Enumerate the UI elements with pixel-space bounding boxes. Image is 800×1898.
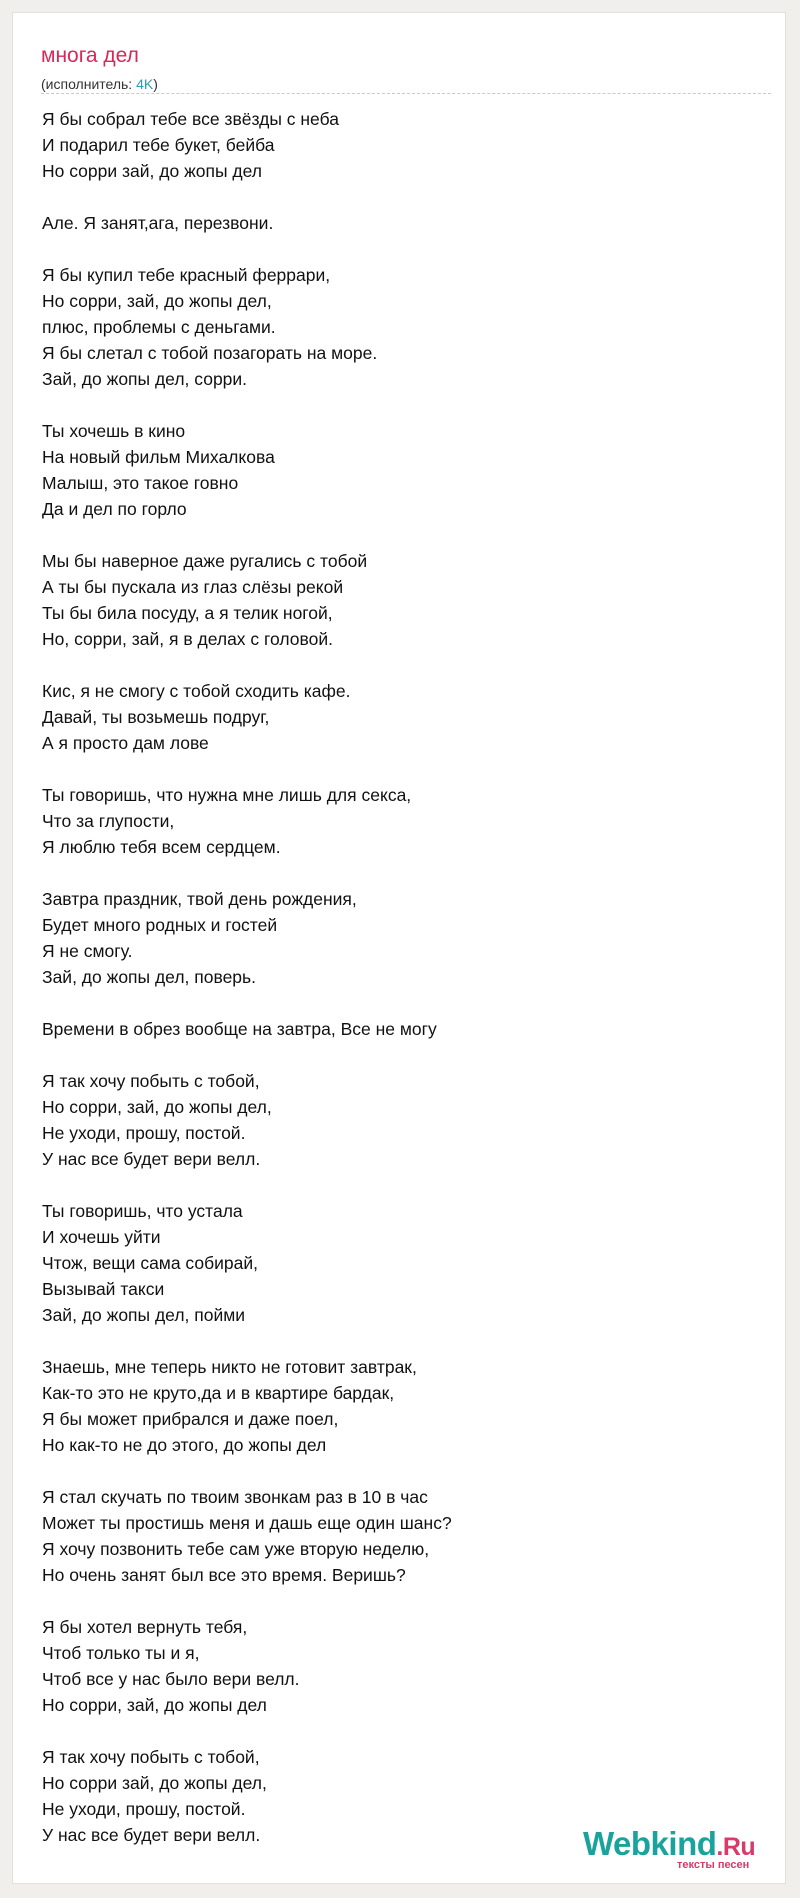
lyric-line: И хочешь уйти	[42, 1227, 161, 1247]
lyric-line: Чтож, вещи сама собирай,	[42, 1253, 259, 1273]
stanza-break	[42, 1458, 762, 1484]
stanza-break	[42, 652, 762, 678]
stanza-break	[42, 184, 762, 210]
lyric-line: Но, сорри, зай, я в делах с головой.	[42, 629, 333, 649]
lyric-line: Ты хочешь в кино	[42, 421, 186, 441]
lyric-line: Чтоб все у нас было вери велл.	[42, 1669, 300, 1689]
stanza-break	[42, 236, 762, 262]
lyric-line: Но сорри, зай, до жопы дел	[42, 1695, 267, 1715]
stanza-break	[42, 1042, 762, 1068]
lyric-line: Я так хочу побыть с тобой,	[42, 1071, 260, 1091]
lyric-line: Я не смогу.	[42, 941, 133, 961]
stanza-break	[42, 1588, 762, 1614]
lyric-line: Я бы купил тебе красный феррари,	[42, 265, 331, 285]
lyric-line: Не уходи, прошу, постой.	[42, 1123, 246, 1143]
lyric-line: Я хочу позвонить тебе сам уже вторую неделю,	[42, 1539, 430, 1559]
lyric-line: Знаешь, мне теперь никто не готовит завтрак,	[42, 1357, 417, 1377]
stanza-break	[42, 756, 762, 782]
lyric-line: Ты говоришь, что устала	[42, 1201, 243, 1221]
lyric-line: Но сорри зай, до жопы дел,	[42, 1773, 267, 1793]
lyric-line: Что за глупости,	[42, 811, 175, 831]
lyric-line: Времени в обрез вообще на завтра, Все не могу	[42, 1019, 437, 1039]
lyric-line: Я бы слетал с тобой позагорать на море.	[42, 343, 378, 363]
lyric-line: Ты бы била посуду, а я телик ногой,	[42, 603, 333, 623]
logo-tld-text: .Ru	[716, 1833, 756, 1861]
lyric-line: Мы бы наверное даже ругались с тобой	[42, 551, 368, 571]
lyric-line: плюс, проблемы с деньгами.	[42, 317, 276, 337]
lyric-line: И подарил тебе букет, бейба	[42, 135, 275, 155]
logo-tagline: тексты песен	[677, 1859, 750, 1871]
logo-main-text: Webkind	[583, 1825, 717, 1862]
lyric-line: Будет много родных и гостей	[42, 915, 278, 935]
song-title: многа дел	[41, 44, 139, 67]
lyrics-page	[12, 12, 786, 1884]
lyric-line: Может ты простишь меня и дашь еще один шанс?	[42, 1513, 452, 1533]
lyric-line: А ты бы пускала из глаз слёзы рекой	[42, 577, 344, 597]
lyric-line: Но очень занят был все это время. Веришь?	[42, 1565, 406, 1585]
lyric-line: Завтра праздник, твой день рождения,	[42, 889, 357, 909]
lyric-line: У нас все будет вери велл.	[42, 1149, 261, 1169]
lyric-line: Но сорри, зай, до жопы дел,	[42, 1097, 272, 1117]
stanza-break	[42, 990, 762, 1016]
artist-suffix: )	[153, 76, 158, 92]
lyric-line: А я просто дам лове	[42, 733, 209, 753]
lyric-line: Я люблю тебя всем сердцем.	[42, 837, 281, 857]
lyric-line: У нас все будет вери велл.	[42, 1825, 261, 1845]
artist-prefix: (исполнитель:	[41, 76, 137, 92]
stanza-break	[42, 1718, 762, 1744]
stanza-break	[42, 1328, 762, 1354]
lyric-line: Малыш, это такое говно	[42, 473, 239, 493]
lyric-line: Я бы собрал тебе все звёзды с неба	[42, 109, 339, 129]
title-divider	[41, 93, 771, 94]
lyric-line: Давай, ты возьмешь подруг,	[42, 707, 270, 727]
lyric-line: Но сорри зай, до жопы дел	[42, 161, 263, 181]
lyric-line: Я стал скучать по твоим звонкам раз в 10 в час	[42, 1487, 428, 1507]
stanza-break	[42, 860, 762, 886]
lyric-line: Я бы хотел вернуть тебя,	[42, 1617, 248, 1637]
lyric-line: Я так хочу побыть с тобой,	[42, 1747, 260, 1767]
lyric-line: Но сорри, зай, до жопы дел,	[42, 291, 272, 311]
lyric-line: Ты говоришь, что нужна мне лишь для секса,	[42, 785, 412, 805]
lyric-line: Чтоб только ты и я,	[42, 1643, 200, 1663]
lyric-line: Зай, до жопы дел, сорри.	[42, 369, 248, 389]
lyric-line: Вызывай такси	[42, 1279, 165, 1299]
artist-link[interactable]: 4K	[136, 76, 154, 92]
lyric-line: Не уходи, прошу, постой.	[42, 1799, 246, 1819]
stanza-break	[42, 522, 762, 548]
lyrics-text	[42, 106, 762, 1848]
lyric-line: Але. Я занят,ага, перезвони.	[42, 213, 274, 233]
lyric-line: Как-то это не круто,да и в квартире бардак,	[42, 1383, 395, 1403]
lyric-line: Зай, до жопы дел, поверь.	[42, 967, 257, 987]
lyric-line: Да и дел по горло	[42, 499, 187, 519]
lyric-line: Кис, я не смогу с тобой сходить кафе.	[42, 681, 351, 701]
stanza-break	[42, 1172, 762, 1198]
lyric-line: Зай, до жопы дел, пойми	[42, 1305, 246, 1325]
stanza-break	[42, 392, 762, 418]
lyric-line: Но как-то не до этого, до жопы дел	[42, 1435, 327, 1455]
lyric-line: На новый фильм Михалкова	[42, 447, 275, 467]
lyric-line: Я бы может прибрался и даже поел,	[42, 1409, 339, 1429]
webkind-logo[interactable]	[583, 1825, 783, 1875]
artist-line	[41, 75, 158, 93]
